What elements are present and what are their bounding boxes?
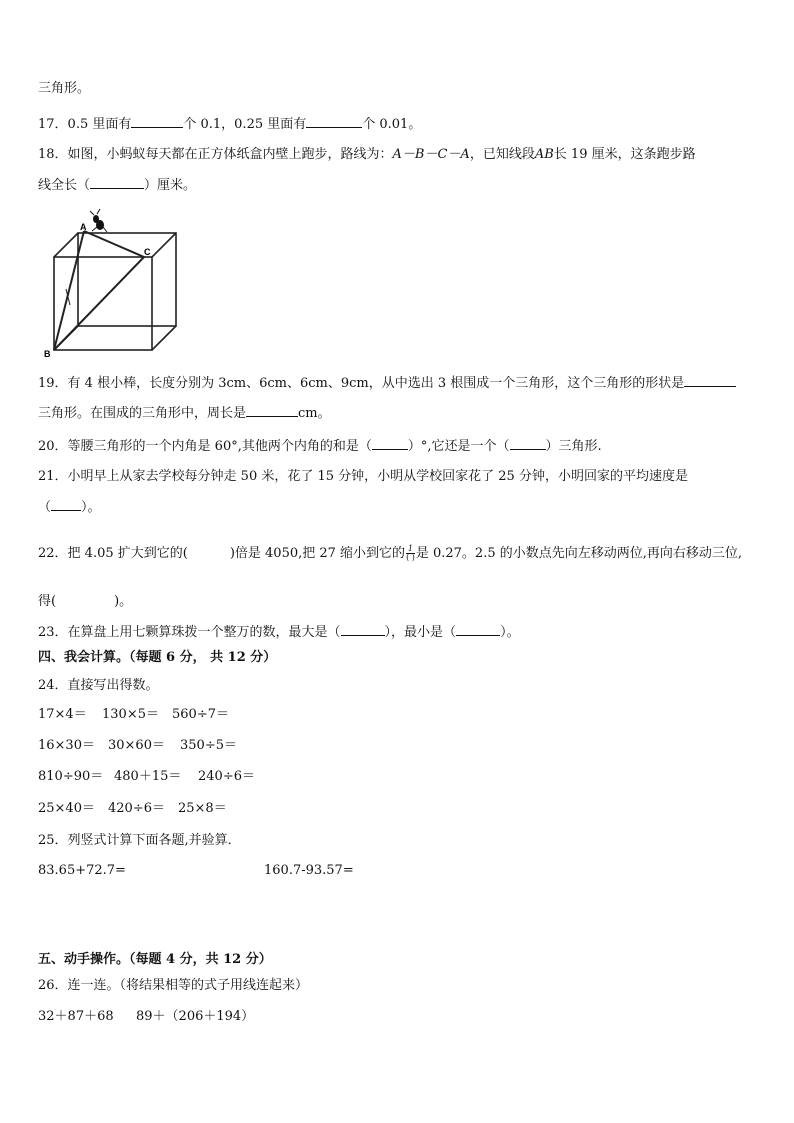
q19-text-2: 三角形。在围成的三角形中，周长是 [38, 406, 247, 421]
q24-item: 560÷7＝ [172, 707, 229, 722]
q17-text-3: 个 0.01。 [362, 117, 422, 132]
q20-text-1: 20．等腰三角形的一个内角是 60°,其他两个内角的和是（ [38, 439, 372, 454]
q18-text-3: 长 19 厘米，这条跑步路 [553, 147, 696, 162]
q24-item: 17×4＝ [38, 707, 87, 722]
q22-fraction [406, 545, 415, 562]
vertex-label-c: C [144, 247, 151, 257]
q22-text-2: )倍是 4050,把 27 缩小到它的 [229, 546, 406, 561]
q18-text-2: ，已知线段 [469, 147, 535, 162]
question-21-line-1: 21．小明早上从家去学校每分钟走 50 米，花了 15 分钟，小明从学校回家花了 25 分钟，小明回家的平均速度是 [38, 469, 688, 484]
question-17 [38, 115, 421, 134]
question-21-line-2 [38, 498, 101, 517]
q25-expr-1: 83.65+72.7= [38, 863, 126, 878]
q17-text-1: 17．0.5 里面有 [38, 117, 132, 132]
q23-text-3: ）。 [500, 625, 520, 640]
q19-text-3: cm。 [298, 406, 331, 421]
question-18-line-1 [38, 146, 696, 164]
question-19-line-2 [38, 404, 331, 423]
q18-segment: AB [534, 147, 554, 162]
q18-text-4: 线全长（ [38, 178, 91, 193]
question-20 [38, 437, 602, 456]
q22-text-4: 得( [38, 594, 57, 609]
route-ab [54, 231, 84, 350]
section-4-heading: 四、我会计算。（每题 6 分， 共 12 分） [38, 650, 277, 665]
q18-text-1: 18．如图，小蚂蚁每天都在正方体纸盒内壁上跑步，路线为： [38, 147, 393, 162]
q26-expr-2[interactable]: 89＋（206＋194） [136, 1009, 255, 1024]
q19-blank-2[interactable] [246, 404, 298, 417]
q24-item: 810÷90＝ [38, 769, 104, 784]
section-5-heading: 五、动手操作。（每题 4 分，共 12 分） [38, 952, 272, 967]
q24-item: 16×30＝ [38, 738, 95, 753]
q22-frac-num: 1 [407, 544, 413, 553]
q19-blank-1[interactable] [684, 374, 736, 387]
q21-blank[interactable] [51, 498, 81, 511]
q17-text-2: 个 0.1，0.25 里面有 [183, 117, 307, 132]
question-18-line-2 [38, 176, 196, 195]
q26-expr-1[interactable]: 32＋87＋68 [38, 1009, 114, 1024]
q26-title: 26．连一连。（将结果相等的式子用线连起来） [38, 978, 309, 993]
route-ca [84, 231, 144, 257]
q18-blank[interactable] [90, 176, 144, 189]
q23-blank-1[interactable] [341, 623, 385, 636]
q23-text-2: ），最小是（ [384, 625, 457, 640]
q17-blank-1[interactable] [131, 115, 183, 128]
q20-text-2: ）°,它还是一个（ [407, 439, 510, 454]
route-bc [54, 257, 144, 350]
q21-text-1: （ [38, 500, 52, 515]
q20-text-3: ）三角形. [545, 439, 602, 454]
q19-text-1: 19．有 4 根小棒，长度分别为 3cm、6cm、6cm、9cm，从中选出 3 根围成一个三角形，这个三角形的形状是 [38, 376, 685, 391]
q24-item: 25×40＝ [38, 801, 95, 816]
q21-text-2: ）。 [81, 500, 101, 515]
q22-frac-den[interactable]: ( ) [406, 553, 415, 562]
question-23 [38, 623, 520, 642]
q18-text-5: ）厘米。 [144, 178, 197, 193]
q16-tail: 三角形。 [38, 81, 91, 96]
question-19-line-1 [38, 374, 736, 393]
q24-item: 130×5＝ [102, 707, 159, 722]
q24-item: 25×8＝ [178, 801, 227, 816]
cube-figure [40, 205, 190, 365]
q20-blank-2[interactable] [510, 437, 546, 450]
q24-item: 480＋15＝ [114, 769, 182, 784]
q20-blank-1[interactable] [372, 437, 408, 450]
q22-text-3: 是 0.27。2.5 的小数点先向左移动两位,再向右移动三位, [415, 546, 743, 561]
ant-icon [90, 209, 107, 232]
q24-item: 240÷6＝ [198, 769, 255, 784]
q24-item: 30×60＝ [108, 738, 165, 753]
q23-blank-2[interactable] [456, 623, 500, 636]
q24-item: 350÷5＝ [180, 738, 237, 753]
q24-title: 24．直接写出得数。 [38, 678, 159, 693]
q18-route: A－B－C－A [392, 147, 470, 162]
q25-expr-2: 160.7-93.57= [264, 863, 354, 878]
vertex-label-a: A [80, 222, 87, 232]
q23-text-1: 23．在算盘上用七颗算珠拨一个整万的数，最大是（ [38, 625, 341, 640]
question-22-line-2 [38, 593, 132, 611]
vertex-label-b: B [44, 349, 51, 359]
q22-text-5: )。 [114, 594, 133, 609]
q22-text-1: 22．把 4.05 扩大到它的( [38, 546, 188, 561]
question-22-line-1 [38, 545, 742, 563]
q17-blank-2[interactable] [306, 115, 362, 128]
q24-item: 420÷6＝ [108, 801, 165, 816]
q25-title: 25．列竖式计算下面各题,并验算． [38, 833, 241, 848]
